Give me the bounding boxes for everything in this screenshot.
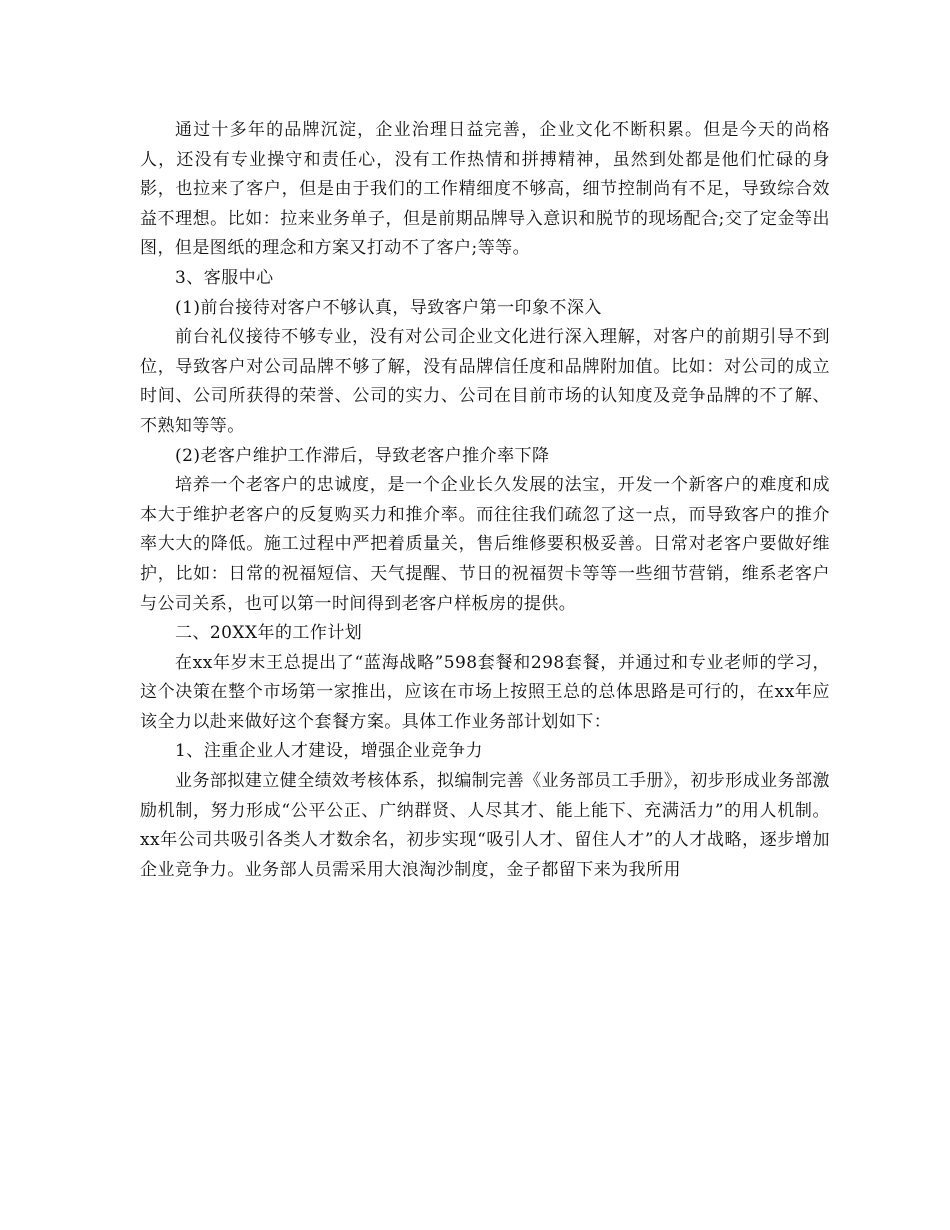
document-body <box>140 116 830 885</box>
paragraph-talent-building: 业务部拟建立健全绩效考核体系，拟编制完善《业务部员工手册》，初步形成业务部激励机制，努力形成“公平公正、广纳群贤、人尽其才、能上能下、充满活力”的用人机制。xx年公司共吸引各类人才数余名，初步实现“吸引人才、留住人才”的人才战略，逐步增加企业竞争力。业务部人员需采用大浪淘沙制度，金子都留下来为我所用 <box>140 771 830 880</box>
heading-work-plan: 二、20XX年的工作计划 <box>175 623 363 644</box>
paragraph-blue-ocean-strategy: 在xx年岁末王总提出了“蓝海战略”598套餐和298套餐，并通过和专业老师的学习，这个决策在整个市场第一家推出，应该在市场上按照王总的总体思路是可行的，在xx年应该全力以赴来做好这个套餐方案。具体工作业务部计划如下： <box>140 652 830 732</box>
paragraph-front-desk: 前台礼仪接待不够专业，没有对公司企业文化进行深入理解，对客户的前期引导不到位，导致客户对公司品牌不够了解，没有品牌信任度和品牌附加值。比如：对公司的成立时间、公司所获得的荣誉、公司的实力、公司在目前市场的认知度及竞争品牌的不了解、不熟知等等。 <box>140 327 830 436</box>
paragraph-brand-summary: 通过十多年的品牌沉淀，企业治理日益完善，企业文化不断积累。但是今天的尚格人，还没有专业操守和责任心，没有工作热情和拼搏精神，虽然到处都是他们忙碌的身影，也拉来了客户，但是由于我们的工作精细度不够高，细节控制尚有不足，导致综合效益不理想。比如：拉来业务单子，但是前期品牌导入意识和脱节的现场配合;交了定金等出图，但是图纸的理念和方案又打动不了客户;等等。 <box>140 120 830 259</box>
subheading-talent-building: 1、注重企业人才建设，增强企业竞争力 <box>175 741 483 762</box>
subheading-old-customer-maintenance: (2)老客户维护工作滞后，导致老客户推介率下降 <box>175 445 550 466</box>
paragraph-old-customer-maintenance: 培养一个老客户的忠诚度，是一个企业长久发展的法宝，开发一个新客户的难度和成本大于维护老客户的反复购买力和推介率。而往往我们疏忽了这一点，而导致客户的推介率大大的降低。施工过程中严把着质量关，售后维修要积极妥善。日常对老客户要做好维护，比如：日常的祝福短信、天气提醒、节日的祝福贺卡等等一些细节营销，维系老客户与公司关系，也可以第一时间得到老客户样板房的提供。 <box>140 475 830 614</box>
heading-customer-service-center: 3、客服中心 <box>175 267 274 288</box>
subheading-front-desk: (1)前台接待对客户不够认真，导致客户第一印象不深入 <box>175 297 602 318</box>
